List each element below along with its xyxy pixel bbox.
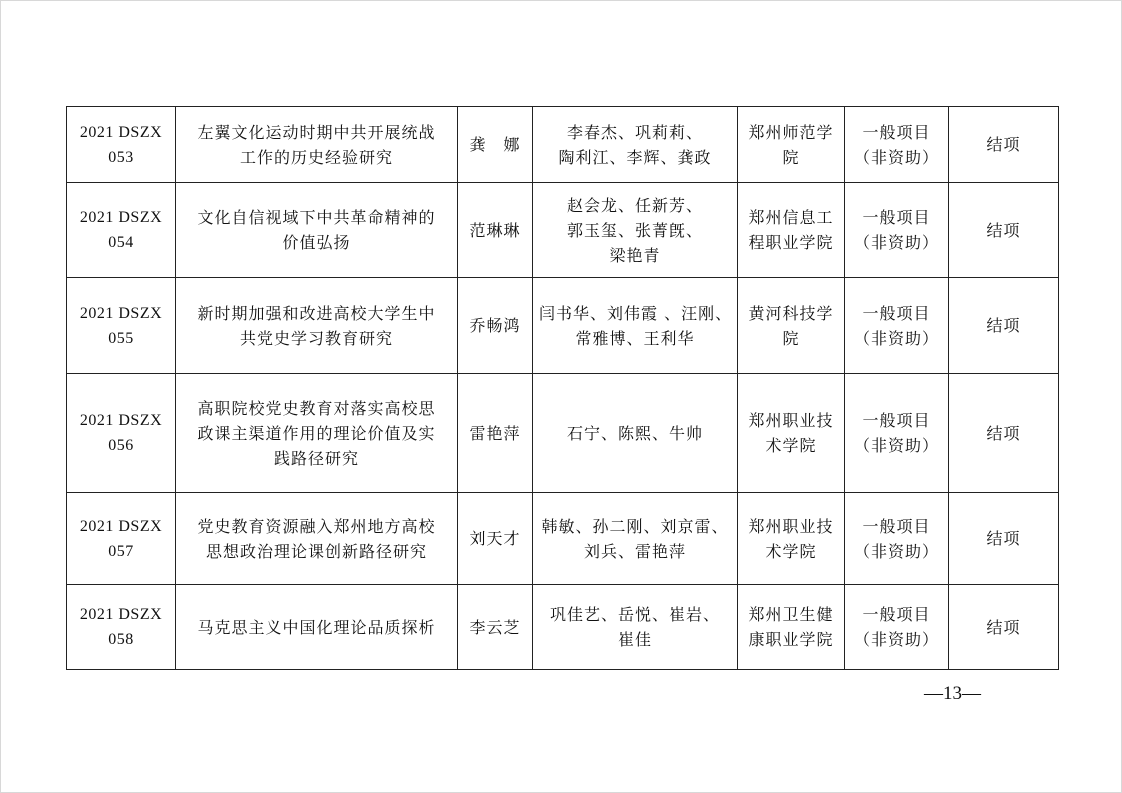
table-row — [67, 107, 1059, 183]
project-id-line: 2021 DSZX — [79, 412, 163, 429]
project-members-cell — [533, 107, 738, 183]
project-id-line: 055 — [108, 329, 134, 347]
project-type-cell — [845, 585, 949, 670]
project-type-line: （非资助） — [853, 328, 939, 348]
project-status-cell: 结项 — [949, 278, 1059, 374]
project-title-line: 价值弘扬 — [282, 233, 351, 252]
project-lead-cell: 范琳琳 — [458, 183, 533, 278]
project-members-line: 常雅博、王利华 — [575, 328, 695, 348]
project-id-line: 053 — [108, 148, 134, 166]
institution-line: 黄河科技学 — [748, 303, 834, 323]
project-type-line: 一般项目 — [862, 303, 931, 323]
project-members-line: 闫书华、刘伟霞 、汪刚、 — [539, 303, 733, 323]
project-type-line: 一般项目 — [862, 516, 931, 536]
project-status-cell: 结项 — [949, 493, 1059, 585]
institution-line: 院 — [782, 147, 800, 167]
institution-line: 术学院 — [765, 541, 817, 561]
project-id-cell — [67, 107, 176, 183]
table-body — [67, 107, 1059, 670]
project-title-cell — [176, 374, 458, 493]
table-row — [67, 278, 1059, 374]
institution-line: 郑州职业技 — [748, 411, 834, 430]
table-row — [67, 374, 1059, 493]
project-type-line: （非资助） — [853, 436, 939, 455]
project-type-cell — [845, 278, 949, 374]
project-id-line: 2021 DSZX — [79, 123, 163, 141]
project-members-line: 李春杰、巩莉莉、 — [566, 122, 703, 142]
project-id-line: 057 — [108, 542, 134, 560]
institution-line: 康职业学院 — [748, 630, 834, 649]
project-title-cell — [176, 278, 458, 374]
institution-cell — [738, 107, 845, 183]
project-members-cell — [533, 183, 738, 278]
project-title-line: 文化自信视域下中共革命精神的 — [197, 208, 436, 227]
project-type-cell — [845, 183, 949, 278]
page-number: —13— — [924, 683, 981, 704]
institution-line: 术学院 — [765, 436, 817, 455]
project-type-line: （非资助） — [853, 630, 939, 649]
project-title-cell — [176, 107, 458, 183]
project-id-cell — [67, 278, 176, 374]
project-id-line: 2021 DSZX — [79, 606, 163, 623]
project-members-cell — [533, 374, 738, 493]
project-type-line: （非资助） — [853, 541, 939, 561]
project-title-cell — [176, 183, 458, 278]
project-title-line: 践路径研究 — [273, 448, 359, 468]
institution-cell — [738, 183, 845, 278]
project-id-line: 054 — [108, 234, 134, 251]
project-members-line: 郭玉玺、张菁旣、 — [566, 220, 703, 240]
project-id-line: 2021 DSZX — [79, 517, 163, 535]
project-id-line: 058 — [108, 631, 134, 648]
project-members-line: 巩佳艺、岳悦、崔岩、 — [549, 605, 720, 624]
project-type-line: 一般项目 — [862, 605, 931, 624]
project-type-line: 一般项目 — [862, 122, 931, 142]
project-type-line: （非资助） — [853, 233, 939, 252]
project-type-line: （非资助） — [853, 147, 939, 167]
project-title-line: 党史教育资源融入郑州地方高校 — [197, 516, 436, 536]
project-title-line: 马克思主义中国化理论品质探析 — [197, 617, 436, 637]
project-status-cell: 结项 — [949, 374, 1059, 493]
institution-cell — [738, 374, 845, 493]
project-members-line: 刘兵、雷艳萍 — [583, 541, 686, 561]
institution-cell — [738, 278, 845, 374]
project-type-cell — [845, 107, 949, 183]
project-members-line: 崔佳 — [617, 630, 652, 649]
project-members-line: 赵会龙、任新芳、 — [566, 195, 703, 215]
project-members-cell — [533, 278, 738, 374]
project-title-line: 思想政治理论课创新路径研究 — [205, 541, 427, 561]
project-members-cell — [533, 585, 738, 670]
project-type-cell — [845, 493, 949, 585]
table-row — [67, 183, 1059, 278]
project-lead-cell: 乔畅鸿 — [458, 278, 533, 374]
project-lead-cell: 龚 娜 — [458, 107, 533, 183]
institution-line: 郑州信息工 — [748, 208, 834, 227]
project-status-cell: 结项 — [949, 183, 1059, 278]
institution-line: 程职业学院 — [748, 233, 834, 252]
project-members-line: 陶利江、李辉、龚政 — [558, 147, 712, 167]
project-id-cell — [67, 585, 176, 670]
project-lead-cell: 李云芝 — [458, 585, 533, 670]
project-title-line: 共党史学习教育研究 — [239, 328, 393, 348]
institution-line: 郑州师范学 — [748, 122, 834, 142]
institution-line: 郑州职业技 — [748, 516, 834, 536]
project-members-line: 韩敏、孙二刚、刘京雷、 — [541, 516, 729, 536]
table-row — [67, 493, 1059, 585]
project-title-line: 政课主渠道作用的理论价值及实 — [197, 423, 436, 443]
project-type-line: 一般项目 — [862, 208, 931, 227]
table-row — [67, 585, 1059, 670]
project-status-cell: 结项 — [949, 107, 1059, 183]
project-id-line: 2021 DSZX — [79, 209, 163, 226]
institution-line: 院 — [782, 328, 800, 348]
project-title-line: 左翼文化运动时期中共开展统战 — [197, 122, 436, 142]
project-id-line: 2021 DSZX — [79, 304, 163, 322]
project-title-cell — [176, 585, 458, 670]
project-id-cell — [67, 183, 176, 278]
project-id-line: 056 — [108, 437, 134, 454]
institution-line: 郑州卫生健 — [748, 605, 834, 624]
project-members-line: 石宁、陈熙、牛帅 — [566, 423, 703, 443]
project-id-cell — [67, 493, 176, 585]
project-title-line: 新时期加强和改进高校大学生中 — [197, 303, 436, 323]
project-lead-cell: 刘天才 — [458, 493, 533, 585]
project-lead-cell: 雷艳萍 — [458, 374, 533, 493]
project-title-line: 工作的历史经验研究 — [239, 147, 393, 167]
project-type-line: 一般项目 — [862, 411, 931, 430]
project-id-cell — [67, 374, 176, 493]
institution-cell — [738, 585, 845, 670]
institution-cell — [738, 493, 845, 585]
project-members-line: 梁艳青 — [609, 245, 661, 265]
project-table — [66, 106, 1059, 670]
project-status-cell: 结项 — [949, 585, 1059, 670]
project-members-cell — [533, 493, 738, 585]
project-title-line: 高职院校党史教育对落实高校思 — [197, 398, 436, 418]
project-type-cell — [845, 374, 949, 493]
project-title-cell — [176, 493, 458, 585]
